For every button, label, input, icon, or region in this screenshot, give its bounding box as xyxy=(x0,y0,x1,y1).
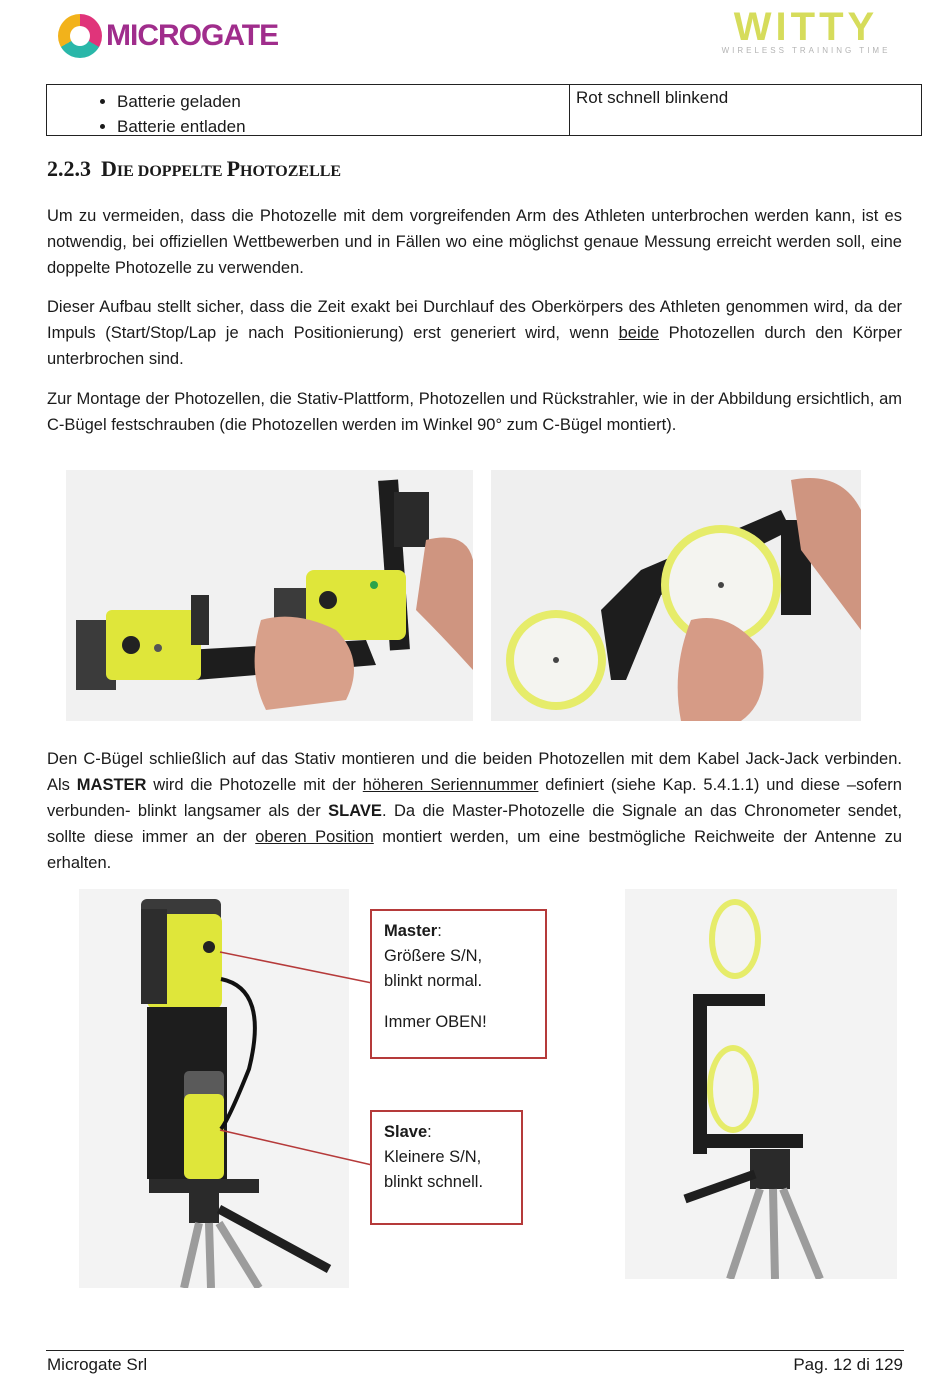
footer-company: Microgate Srl xyxy=(47,1355,148,1374)
footer-divider xyxy=(46,1350,904,1351)
callout-line: blinkt schnell. xyxy=(384,1173,484,1191)
paragraph-intro: Um zu vermeiden, dass die Photozelle mit dem vorgreifenden Arm des Athleten unterbrochen werden kann, ist es notwendig, bei offiziellen Wettbewerben und in Fällen wo eine möglichst genaue Messung erreicht werden soll, eine doppelte Photozelle zu verwenden. xyxy=(47,207,902,277)
section-title-part: P xyxy=(226,156,241,181)
callout-line: Kleinere S/N, xyxy=(384,1148,482,1166)
witty-logo-word: WITTY xyxy=(733,5,879,49)
text-bold-slave: SLAVE xyxy=(328,802,382,820)
photo-photocells-bracket xyxy=(66,470,473,721)
callout-note: Immer OBEN! xyxy=(384,1013,487,1031)
text-run: wird die Photozelle mit der xyxy=(146,776,363,794)
table-cell-led-state: Rot schnell blinkend xyxy=(576,88,729,107)
text-run: Den C-Bügel schließlich auf das Stativ montieren und die beiden Photozellen mit dem Kabel Jack-Jack verbinden. Als xyxy=(47,750,902,794)
text-underlined: beide xyxy=(618,324,659,342)
microgate-logo-text: MICROGATE xyxy=(106,19,279,52)
text-run: montiert werden, um eine bestmögliche Reichweite der Antenne zu erhalten. xyxy=(47,828,902,872)
paragraph-connection xyxy=(47,746,902,876)
text-bold-master: MASTER xyxy=(76,776,147,794)
master-callout xyxy=(370,909,547,1059)
list-item: • Batterie geladen xyxy=(117,89,569,114)
table-cell-conditions xyxy=(47,85,570,135)
paragraph-mounting: Zur Montage der Photozellen, die Stativ-Plattform, Photozellen und Rückstrahler, wie in der Abbildung ersichtlich, am C-Bügel festschrauben (die Photozellen werden im Winkel 90° zum C-Bügel montiert). xyxy=(47,390,902,434)
slave-callout xyxy=(370,1110,523,1225)
microgate-logo-icon xyxy=(58,14,102,58)
callout-label: Master xyxy=(384,922,438,940)
text-underlined: höheren Seriennummer xyxy=(362,776,539,794)
witty-logo xyxy=(698,6,914,55)
text-run: Dieser Aufbau stellt sicher, dass die Zeit exakt bei Durchlauf des Oberkörpers des Athleten genommen wird, da der Impuls (Start/Stop/Lap je nach Positionierung) erst generiert wird, wenn xyxy=(47,298,902,342)
paragraph-setup xyxy=(47,294,902,372)
callout-line: blinkt normal. xyxy=(384,972,483,990)
callout-pointer-lines xyxy=(210,940,375,1170)
callout-title xyxy=(384,1120,509,1145)
section-number: 2.2.3 xyxy=(47,156,91,181)
section-title-part: D xyxy=(101,156,117,181)
microgate-logo xyxy=(58,12,278,60)
led-status-table xyxy=(46,84,922,136)
text-underlined: oberen Position xyxy=(255,828,374,846)
list-item: • Batterie entladen xyxy=(117,114,569,139)
section-heading xyxy=(47,156,341,182)
footer-page-number: Pag. 12 di 129 xyxy=(793,1355,903,1374)
section-title-part: IE DOPPELTE xyxy=(116,163,227,180)
condition-list xyxy=(47,89,569,139)
photo-reflectors-tripod xyxy=(625,889,897,1279)
callout-line: Größere S/N, xyxy=(384,947,483,965)
callout-label: Slave xyxy=(384,1123,428,1141)
witty-logo-tagline: WIRELESS TRAINING TIME xyxy=(721,46,891,55)
text-run: . Da die Master-Photozelle die Signale an das Chronometer sendet, sollte diese immer an der xyxy=(47,802,902,846)
callout-colon: : xyxy=(437,922,442,940)
callout-title xyxy=(384,919,533,944)
callout-colon: : xyxy=(427,1123,432,1141)
section-title-part: HOTOZELLE xyxy=(240,163,342,180)
photo-reflectors-bracket xyxy=(491,470,861,721)
text-run: definiert (siehe Kap. 5.4.1.1) und diese –sofern verbunden- blinkt langsamer als der xyxy=(47,776,902,820)
text-run: Photozellen durch den Körper unterbrochen sind. xyxy=(47,324,902,368)
